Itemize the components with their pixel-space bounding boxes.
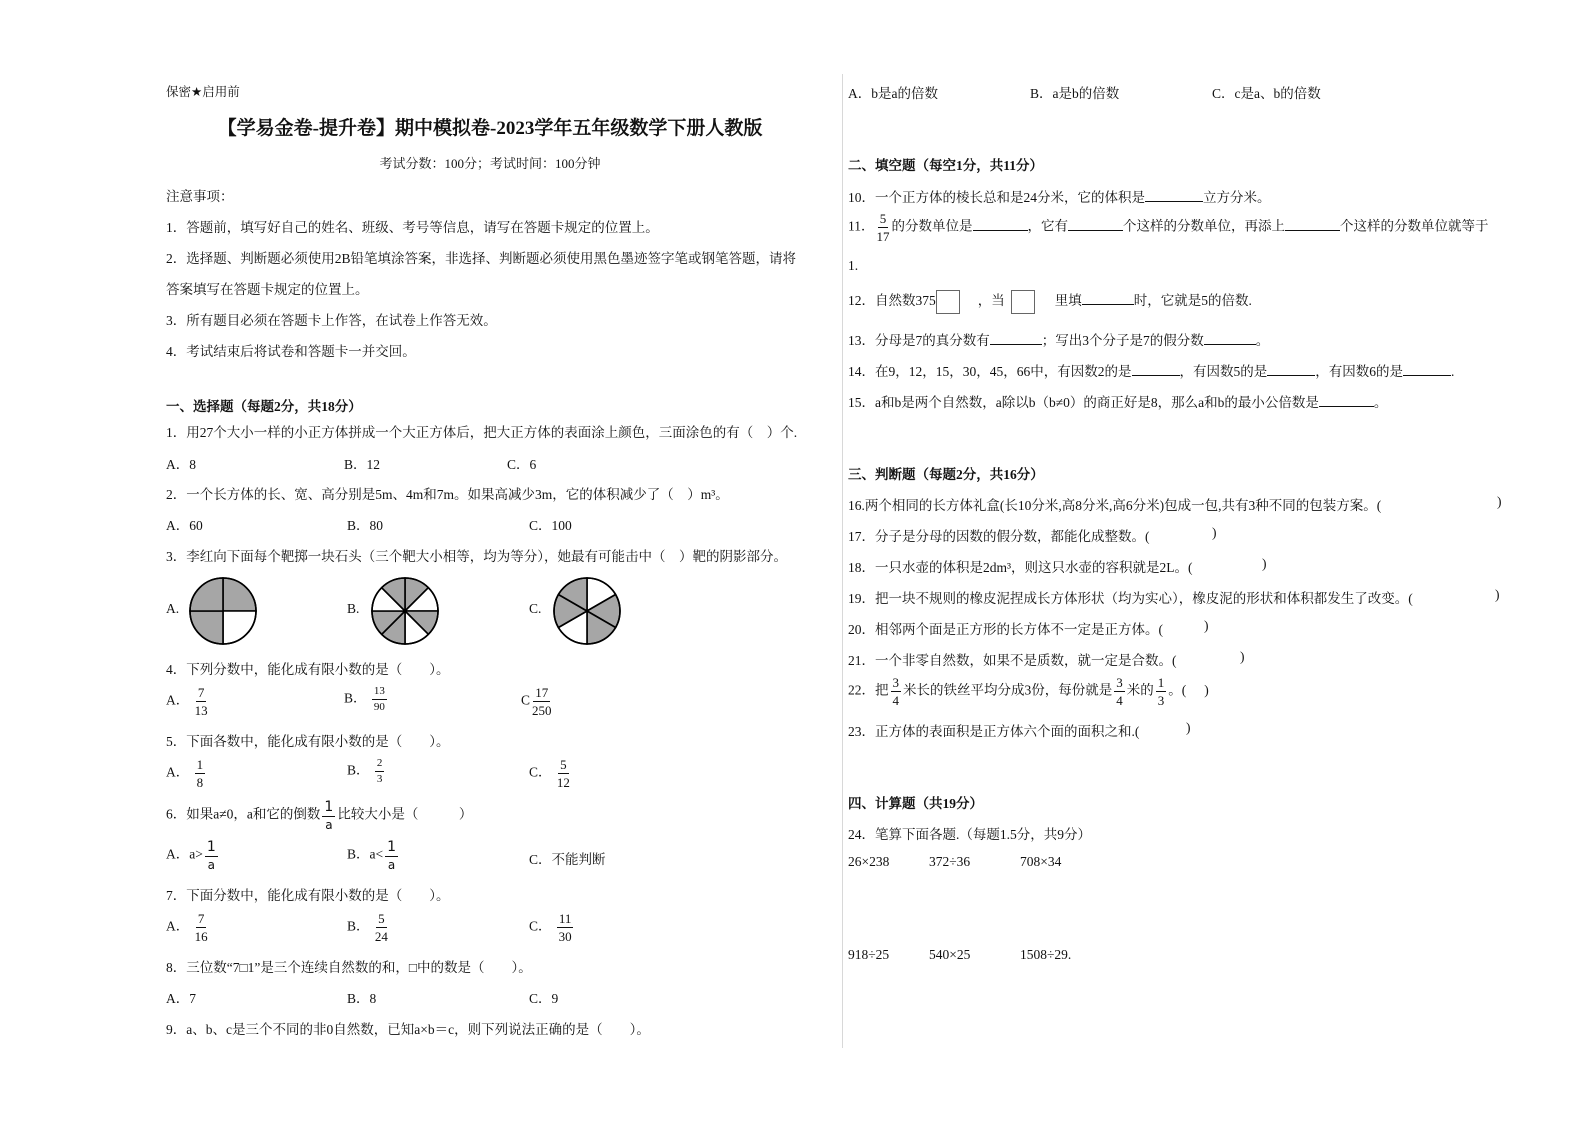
option-label: A．	[166, 918, 190, 934]
fraction: $\frac{5}{24}$	[374, 911, 388, 944]
section-heading-judge: 三、判断题（每题2分，共16分）	[848, 467, 1044, 482]
note-item: 1．答题前，填写好自己的姓名、班级、考号等信息，请写在答题卡规定的位置上。	[166, 220, 659, 235]
fraction: $\frac{5}{12}$	[556, 757, 570, 790]
answer-paren-18[interactable]: )	[1262, 556, 1267, 571]
question-24: 24．笔算下面各题.（每题1.5分，共9分）	[848, 827, 1091, 842]
answer-paren-20[interactable]: )	[1204, 618, 1209, 633]
confidential-label: 保密★启用前	[166, 84, 240, 99]
question-16: 16.两个相同的长方体礼盒(长10分米,高8分米,高6分米)包成一包,共有3种不同的包装方案。(	[848, 498, 1382, 513]
question-19: 19．把一块不规则的橡皮泥捏成长方体形状（均为实心），橡皮泥的形状和体积都发生了改变。(	[848, 591, 1413, 606]
question-11: 11． $\frac{5}{17}$ 的分数单位是 ，它有 个这样的分数单位，再添上 个这样的分数单位就等于	[848, 211, 1489, 244]
q4-option-c[interactable]	[521, 686, 554, 717]
q4-option-a[interactable]	[166, 686, 210, 717]
question-1: 1．用27个大小一样的小正方体拼成一个大正方体后，把大正方体的表面涂上颜色，三面涂色的有（ ）个.	[166, 425, 798, 440]
q2-option-c[interactable]: C．100	[529, 518, 572, 533]
column-divider	[842, 74, 843, 1048]
fraction: $\frac{3}{4}$	[1116, 675, 1123, 708]
fraction: $\frac{1}{a}$	[387, 839, 397, 872]
q7-option-b[interactable]	[347, 912, 390, 943]
q7-option-c[interactable]	[529, 912, 575, 943]
page-title: 【学易金卷-提升卷】期中模拟卷-2023学年五年级数学下册人教版	[217, 118, 763, 139]
question-14: 14．在9，12，15，30，45，66中，有因数2的是 ，有因数5的是 ，有因数6的是 .	[848, 364, 1455, 379]
question-6: 6．如果a≠0，a和它的倒数 $\frac{1}{a}$ 比较大小是（ ）	[166, 799, 473, 832]
question-10: 10．一个正方体的棱长总和是24分米，它的体积是 立方分米。	[848, 190, 1271, 205]
fraction: $\frac{1}{a}$	[324, 799, 334, 832]
question-5: 5．下面各数中，能化成有限小数的是（ ）。	[166, 734, 450, 749]
q8-option-a[interactable]: A．7	[166, 991, 196, 1006]
calc-item: 1508÷29.	[1020, 947, 1072, 962]
q2-option-b[interactable]: B．80	[347, 518, 384, 533]
note-item: 4．考试结束后将试卷和答题卡一并交回。	[166, 344, 416, 359]
note-item: 答案填写在答题卡规定的位置上。	[166, 282, 369, 297]
q8-option-b[interactable]: B．8	[347, 991, 377, 1006]
target-c-pie-icon[interactable]	[552, 576, 622, 646]
option-label: A．	[166, 692, 190, 708]
fraction: $\frac{11}{30}$	[558, 911, 572, 944]
fraction: $\frac{1}{8}$	[196, 757, 204, 790]
answer-blank[interactable]	[1204, 332, 1256, 345]
note-item: 2．选择题、判断题必须使用2B铅笔填涂答案，非选择、判断题必须使用黑色墨迹签字笔或钢笔答题，请将	[166, 251, 797, 266]
digit-box[interactable]	[936, 290, 960, 314]
q3-option-b[interactable]: B.	[347, 601, 360, 616]
question-11-wrap: 1.	[848, 258, 859, 273]
answer-paren-21[interactable]: )	[1240, 649, 1245, 664]
answer-paren-22[interactable]: )	[1204, 682, 1209, 698]
fraction: $\frac{3}{4}$	[892, 675, 899, 708]
q9-option-b[interactable]: B．a是b的倍数	[1030, 86, 1120, 101]
q1-option-b[interactable]: B．12	[344, 457, 381, 472]
calc-item: 540×25	[929, 947, 971, 962]
fraction: $\frac{13}{90}$	[373, 685, 385, 713]
note-item: 3．所有题目必须在答题卡上作答，在试卷上作答无效。	[166, 313, 497, 328]
answer-blank[interactable]	[1145, 189, 1203, 202]
answer-blank[interactable]	[1267, 363, 1315, 376]
answer-blank[interactable]	[1403, 363, 1451, 376]
question-8: 8．三位数“7□1”是三个连续自然数的和，□中的数是（ ）。	[166, 960, 532, 975]
q3-option-c[interactable]: C.	[529, 601, 542, 616]
option-label: B．a<	[347, 846, 384, 862]
answer-paren-17[interactable]: )	[1212, 525, 1217, 540]
digit-box[interactable]	[1011, 290, 1035, 314]
answer-blank[interactable]	[990, 332, 1042, 345]
question-13: 13．分母是7的真分数有 ；写出3个分子是7的假分数 。	[848, 333, 1270, 348]
q1-option-c[interactable]: C．6	[507, 457, 537, 472]
section-heading-calc: 四、计算题（共19分）	[848, 796, 983, 811]
answer-paren-19[interactable]: )	[1495, 587, 1500, 602]
q8-option-c[interactable]: C．9	[529, 991, 559, 1006]
target-a-pie-icon[interactable]	[188, 576, 258, 646]
q2-option-a[interactable]: A．60	[166, 518, 203, 533]
question-12: 12．自然数375 ，当 里填 时，它就是5的倍数.	[848, 289, 1252, 314]
question-18: 18．一只水壶的体积是2dm³，则这只水壶的容积就是2L。(	[848, 560, 1193, 575]
q7-option-a[interactable]	[166, 912, 210, 943]
q5-option-a[interactable]	[166, 758, 207, 789]
option-label: A．	[166, 764, 190, 780]
notes-heading: 注意事项：	[166, 189, 234, 204]
answer-blank[interactable]	[1068, 218, 1123, 231]
option-label: A．a>	[166, 846, 203, 862]
question-23: 23．正方体的表面积是正方体六个面的面积之和.(	[848, 724, 1140, 739]
option-label: B．	[347, 762, 370, 778]
question-15: 15．a和b是两个自然数，a除以b（b≠0）的商正好是8，那么a和b的最小公倍数是 。	[848, 395, 1388, 410]
option-label: C．	[529, 918, 552, 934]
calc-item: 708×34	[1020, 854, 1062, 869]
exam-info: 考试分数：100分；考试时间：100分钟	[379, 156, 601, 171]
q4-option-b[interactable]	[344, 686, 389, 713]
answer-blank[interactable]	[973, 218, 1028, 231]
fraction: $\frac{17}{250}$	[532, 685, 552, 718]
question-4: 4．下列分数中，能化成有限小数的是（ ）。	[166, 662, 450, 677]
section-heading-fill: 二、填空题（每空1分，共11分）	[848, 158, 1044, 173]
answer-paren-23[interactable]: )	[1186, 720, 1191, 735]
q6-option-b[interactable]	[347, 840, 400, 871]
section-heading-choice: 一、选择题（每题2分，共18分）	[166, 399, 362, 414]
option-label: B．	[347, 918, 370, 934]
question-17: 17．分子是分母的因数的假分数，都能化成整数。(	[848, 529, 1150, 544]
calc-item: 26×238	[848, 854, 890, 869]
answer-blank[interactable]	[1082, 292, 1134, 305]
question-22: 22．把 $\frac{3}{4}$ 米长的铁丝平均分成3份，每份就是 $\frac{3}{4}$ 米的 $\frac{1}{3}$ 。( )	[848, 675, 1209, 708]
q9-option-c[interactable]: C．c是a、b的倍数	[1212, 86, 1321, 101]
fraction: $\frac{7}{13}$	[194, 685, 208, 718]
option-label: C	[521, 692, 531, 708]
fraction: $\frac{7}{16}$	[194, 911, 208, 944]
fraction: $\frac{1}{a}$	[206, 839, 216, 872]
answer-blank[interactable]	[1285, 218, 1340, 231]
q5-option-b[interactable]	[347, 758, 386, 785]
question-20: 20．相邻两个面是正方形的长方体不一定是正方体。(	[848, 622, 1163, 637]
question-21: 21．一个非零自然数，如果不是质数，就一定是合数。(	[848, 653, 1177, 668]
fraction: $\frac{5}{17}$	[876, 211, 890, 244]
target-b-pie-icon[interactable]	[370, 576, 440, 646]
option-label: B．	[344, 690, 367, 706]
question-7: 7．下面分数中，能化成有限小数的是（ ）。	[166, 888, 450, 903]
calc-item: 918÷25	[848, 947, 890, 962]
q1-option-a[interactable]: A．8	[166, 457, 196, 472]
calc-item: 372÷36	[929, 854, 971, 869]
answer-paren-16[interactable]: )	[1497, 494, 1502, 509]
answer-blank[interactable]	[1132, 363, 1180, 376]
answer-blank[interactable]	[1319, 394, 1374, 407]
q3-option-a[interactable]: A.	[166, 601, 180, 616]
fraction: $\frac{2}{3}$	[376, 757, 383, 785]
question-9: 9．a、b、c是三个不同的非0自然数，已知a×b＝c，则下列说法正确的是（ ）。	[166, 1022, 650, 1037]
q6-option-a[interactable]	[166, 840, 220, 871]
q6-option-c[interactable]: C．不能判断	[529, 852, 606, 867]
fraction: $\frac{1}{3}$	[1157, 675, 1165, 708]
q9-option-a[interactable]: A．b是a的倍数	[848, 86, 938, 101]
question-2: 2．一个长方体的长、宽、高分别是5m、4m和7m。如果高减少3m，它的体积减少了（ ）m³。	[166, 487, 729, 502]
q5-option-c[interactable]	[529, 758, 572, 789]
question-3: 3．李红向下面每个靶掷一块石头（三个靶大小相等，均为等分），她最有可能击中（ ）靶的阴影部分。	[166, 549, 787, 564]
option-label: C．	[529, 764, 552, 780]
